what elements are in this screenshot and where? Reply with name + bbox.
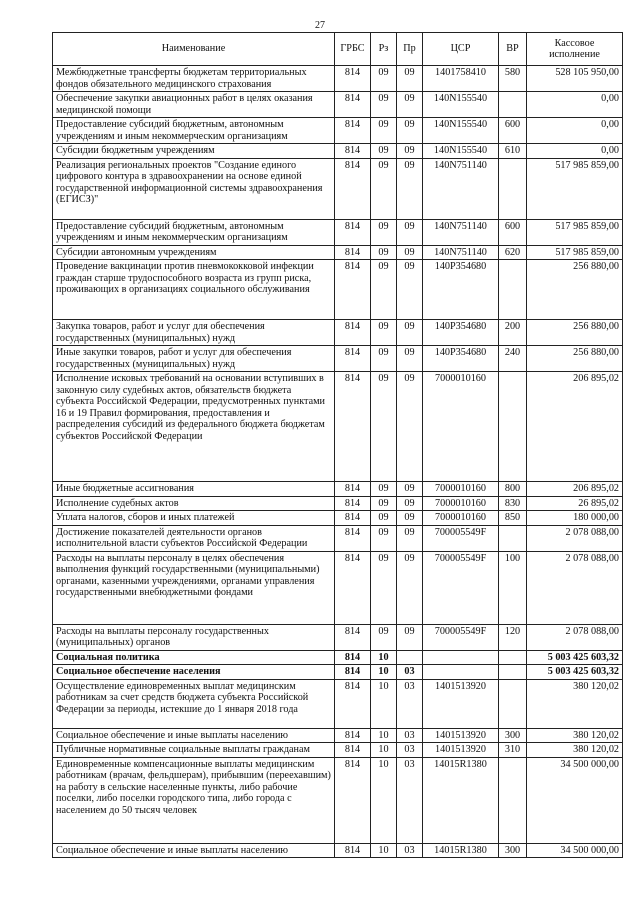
cell-name: Исполнение судебных актов — [53, 496, 335, 511]
cell-vr — [499, 92, 527, 118]
table-row — [53, 624, 623, 650]
cell-grbs: 814 — [335, 728, 371, 743]
cell-rz: 09 — [371, 144, 397, 159]
cell-csr: 7000010160 — [423, 482, 499, 497]
cell-name: Обеспечение закупки авиационных работ в целях оказания медицинской помощи — [53, 92, 335, 118]
cell-amount: 206 895,02 — [527, 482, 623, 497]
cell-pr: 03 — [397, 665, 423, 680]
cell-grbs: 814 — [335, 551, 371, 624]
cell-rz: 10 — [371, 679, 397, 728]
cell-amount: 34 500 000,00 — [527, 757, 623, 843]
cell-pr: 09 — [397, 260, 423, 320]
cell-vr: 830 — [499, 496, 527, 511]
cell-rz: 09 — [371, 496, 397, 511]
cell-grbs: 814 — [335, 665, 371, 680]
table-row — [53, 66, 623, 92]
cell-csr: 14015R1380 — [423, 757, 499, 843]
budget-execution-table — [52, 32, 623, 858]
table-row — [53, 511, 623, 526]
cell-rz: 09 — [371, 525, 397, 551]
table-row — [53, 728, 623, 743]
cell-amount: 5 003 425 603,32 — [527, 650, 623, 665]
cell-rz: 09 — [371, 551, 397, 624]
cell-vr: 850 — [499, 511, 527, 526]
cell-amount: 256 880,00 — [527, 260, 623, 320]
cell-csr: 140N155540 — [423, 118, 499, 144]
cell-rz: 09 — [371, 158, 397, 219]
cell-pr: 09 — [397, 144, 423, 159]
cell-grbs: 814 — [335, 118, 371, 144]
cell-vr — [499, 158, 527, 219]
cell-pr: 03 — [397, 728, 423, 743]
cell-csr: 140N751140 — [423, 158, 499, 219]
cell-rz: 09 — [371, 118, 397, 144]
cell-pr: 09 — [397, 320, 423, 346]
cell-grbs: 814 — [335, 346, 371, 372]
cell-grbs: 814 — [335, 843, 371, 858]
table-row — [53, 92, 623, 118]
table-row — [53, 757, 623, 843]
cell-vr: 600 — [499, 118, 527, 144]
cell-csr: 1401513920 — [423, 679, 499, 728]
cell-amount: 0,00 — [527, 118, 623, 144]
table-row — [53, 245, 623, 260]
cell-csr: 140N155540 — [423, 144, 499, 159]
cell-amount: 5 003 425 603,32 — [527, 665, 623, 680]
cell-rz: 09 — [371, 219, 397, 245]
cell-pr: 09 — [397, 346, 423, 372]
table-row — [53, 158, 623, 219]
cell-pr: 09 — [397, 551, 423, 624]
cell-pr: 09 — [397, 245, 423, 260]
cell-name: Социальное обеспечение и иные выплаты населению — [53, 843, 335, 858]
cell-csr: 140P354680 — [423, 346, 499, 372]
cell-rz: 09 — [371, 320, 397, 346]
cell-rz: 10 — [371, 843, 397, 858]
cell-amount: 517 985 859,00 — [527, 245, 623, 260]
cell-grbs: 814 — [335, 158, 371, 219]
cell-csr: 700005549F — [423, 551, 499, 624]
cell-vr: 610 — [499, 144, 527, 159]
cell-rz: 09 — [371, 260, 397, 320]
cell-name: Социальное обеспечение населения — [53, 665, 335, 680]
cell-amount: 0,00 — [527, 144, 623, 159]
cell-grbs: 814 — [335, 743, 371, 758]
cell-amount: 0,00 — [527, 92, 623, 118]
cell-name: Уплата налогов, сборов и иных платежей — [53, 511, 335, 526]
cell-name: Иные закупки товаров, работ и услуг для обеспечения государственных (муниципальных) нужд — [53, 346, 335, 372]
cell-grbs: 814 — [335, 92, 371, 118]
table-body — [53, 66, 623, 858]
table-row — [53, 843, 623, 858]
cell-name: Межбюджетные трансферты бюджетам территориальных фондов обязательного медицинского страхования — [53, 66, 335, 92]
cell-csr — [423, 665, 499, 680]
cell-vr: 300 — [499, 728, 527, 743]
cell-csr: 700005549F — [423, 525, 499, 551]
cell-rz: 10 — [371, 743, 397, 758]
table-row — [53, 496, 623, 511]
cell-csr: 140P354680 — [423, 320, 499, 346]
cell-name: Иные бюджетные ассигнования — [53, 482, 335, 497]
cell-rz: 09 — [371, 624, 397, 650]
cell-csr — [423, 650, 499, 665]
cell-amount: 256 880,00 — [527, 320, 623, 346]
cell-amount: 380 120,02 — [527, 743, 623, 758]
cell-rz: 09 — [371, 245, 397, 260]
cell-csr: 140N751140 — [423, 219, 499, 245]
cell-pr: 09 — [397, 525, 423, 551]
cell-rz: 09 — [371, 372, 397, 482]
cell-name: Публичные нормативные социальные выплаты гражданам — [53, 743, 335, 758]
cell-pr — [397, 650, 423, 665]
cell-name: Субсидии бюджетным учреждениям — [53, 144, 335, 159]
cell-vr — [499, 757, 527, 843]
header-amount: Кассовое исполнение — [527, 33, 623, 66]
cell-pr: 09 — [397, 219, 423, 245]
header-pr: Пр — [397, 33, 423, 66]
table-row — [53, 118, 623, 144]
cell-grbs: 814 — [335, 245, 371, 260]
header-grbs: ГРБС — [335, 33, 371, 66]
cell-pr: 09 — [397, 482, 423, 497]
table-row — [53, 551, 623, 624]
cell-csr: 1401513920 — [423, 728, 499, 743]
cell-name: Проведение вакцинации против пневмококковой инфекции граждан старше трудоспособного возраста из групп риска, проживающих в организациях социального обслуживания — [53, 260, 335, 320]
cell-vr — [499, 679, 527, 728]
cell-amount: 2 078 088,00 — [527, 525, 623, 551]
table-row — [53, 482, 623, 497]
cell-rz: 09 — [371, 92, 397, 118]
table-row — [53, 679, 623, 728]
cell-pr: 09 — [397, 92, 423, 118]
cell-csr: 140N155540 — [423, 92, 499, 118]
cell-name: Предоставление субсидий бюджетным, автономным учреждениям и иным некоммерческим организациям — [53, 219, 335, 245]
cell-rz: 09 — [371, 482, 397, 497]
cell-grbs: 814 — [335, 511, 371, 526]
cell-rz: 10 — [371, 728, 397, 743]
cell-amount: 256 880,00 — [527, 346, 623, 372]
cell-name: Исполнение исковых требований на основании вступивших в законную силу судебных актов, обязательств бюджета субъекта Российской Федерации, предусмотренных пунктами 16 и 19 Правил формирования, предоставления и распределения субсидий из федерального бюджета бюджетам субъектов Российской Федерации — [53, 372, 335, 482]
cell-name: Предоставление субсидий бюджетным, автономным учреждениям и иным некоммерческим организациям — [53, 118, 335, 144]
cell-grbs: 814 — [335, 219, 371, 245]
table-row — [53, 665, 623, 680]
cell-csr: 140N751140 — [423, 245, 499, 260]
cell-pr: 03 — [397, 757, 423, 843]
cell-vr — [499, 665, 527, 680]
cell-csr: 7000010160 — [423, 496, 499, 511]
cell-rz: 09 — [371, 346, 397, 372]
cell-name: Осуществление единовременных выплат медицинским работникам за счет средств бюджета субъекта Российской Федерации за периоды, истекшие до 1 января 2018 года — [53, 679, 335, 728]
cell-amount: 380 120,02 — [527, 728, 623, 743]
cell-pr: 09 — [397, 158, 423, 219]
cell-amount: 206 895,02 — [527, 372, 623, 482]
table-row — [53, 525, 623, 551]
cell-grbs: 814 — [335, 144, 371, 159]
page-number: 27 — [315, 20, 325, 31]
cell-name: Субсидии автономным учреждениям — [53, 245, 335, 260]
cell-amount: 180 000,00 — [527, 511, 623, 526]
cell-vr: 800 — [499, 482, 527, 497]
cell-vr — [499, 650, 527, 665]
cell-grbs: 814 — [335, 496, 371, 511]
cell-amount: 2 078 088,00 — [527, 624, 623, 650]
table-row — [53, 650, 623, 665]
cell-vr — [499, 372, 527, 482]
header-vr: ВР — [499, 33, 527, 66]
cell-pr: 09 — [397, 372, 423, 482]
cell-name: Социальная политика — [53, 650, 335, 665]
table-row — [53, 320, 623, 346]
cell-name: Реализация региональных проектов "Создание единого цифрового контура в здравоохранении на основе единой государственной информационной системы здравоохранения (ЕГИСЗ)" — [53, 158, 335, 219]
cell-amount: 34 500 000,00 — [527, 843, 623, 858]
cell-pr: 09 — [397, 624, 423, 650]
cell-vr: 580 — [499, 66, 527, 92]
cell-csr: 7000010160 — [423, 511, 499, 526]
cell-csr: 700005549F — [423, 624, 499, 650]
cell-pr: 09 — [397, 118, 423, 144]
cell-pr: 03 — [397, 743, 423, 758]
cell-rz: 10 — [371, 650, 397, 665]
table-row — [53, 372, 623, 482]
cell-vr — [499, 260, 527, 320]
table-row — [53, 260, 623, 320]
header-rz: Рз — [371, 33, 397, 66]
cell-vr: 120 — [499, 624, 527, 650]
cell-amount: 2 078 088,00 — [527, 551, 623, 624]
cell-csr: 1401758410 — [423, 66, 499, 92]
cell-name: Расходы на выплаты персоналу государственных (муниципальных) органов — [53, 624, 335, 650]
table-row — [53, 346, 623, 372]
cell-grbs: 814 — [335, 482, 371, 497]
cell-csr: 7000010160 — [423, 372, 499, 482]
cell-name: Единовременные компенсационные выплаты медицинским работникам (врачам, фельдшерам), прибывшим (переехавшим) на работу в сельские населенные пункты, либо рабочие поселки, либо поселки городского типа, либо города с населением до 50 тысяч человек — [53, 757, 335, 843]
table-header-row — [53, 33, 623, 66]
cell-amount: 517 985 859,00 — [527, 219, 623, 245]
cell-amount: 517 985 859,00 — [527, 158, 623, 219]
cell-grbs: 814 — [335, 372, 371, 482]
cell-grbs: 814 — [335, 525, 371, 551]
cell-amount: 26 895,02 — [527, 496, 623, 511]
cell-rz: 10 — [371, 665, 397, 680]
cell-rz: 10 — [371, 757, 397, 843]
cell-vr: 300 — [499, 843, 527, 858]
table-row — [53, 144, 623, 159]
cell-vr: 620 — [499, 245, 527, 260]
table-row — [53, 743, 623, 758]
cell-pr: 09 — [397, 66, 423, 92]
cell-rz: 09 — [371, 511, 397, 526]
cell-grbs: 814 — [335, 320, 371, 346]
cell-vr: 100 — [499, 551, 527, 624]
header-name: Наименование — [53, 33, 335, 66]
cell-grbs: 814 — [335, 624, 371, 650]
header-csr: ЦСР — [423, 33, 499, 66]
cell-rz: 09 — [371, 66, 397, 92]
cell-name: Социальное обеспечение и иные выплаты населению — [53, 728, 335, 743]
cell-vr — [499, 525, 527, 551]
cell-vr: 240 — [499, 346, 527, 372]
cell-vr: 200 — [499, 320, 527, 346]
cell-grbs: 814 — [335, 66, 371, 92]
cell-grbs: 814 — [335, 260, 371, 320]
cell-csr: 1401513920 — [423, 743, 499, 758]
cell-vr: 600 — [499, 219, 527, 245]
cell-vr: 310 — [499, 743, 527, 758]
cell-pr: 09 — [397, 511, 423, 526]
cell-grbs: 814 — [335, 650, 371, 665]
table-row — [53, 219, 623, 245]
cell-name: Расходы на выплаты персоналу в целях обеспечения выполнения функций государственными (муниципальными) органами, казенными учреждениями, органами управления государственными внебюджетными фондами — [53, 551, 335, 624]
cell-name: Закупка товаров, работ и услуг для обеспечения государственных (муниципальных) нужд — [53, 320, 335, 346]
cell-pr: 03 — [397, 679, 423, 728]
cell-csr: 140P354680 — [423, 260, 499, 320]
cell-amount: 528 105 950,00 — [527, 66, 623, 92]
cell-grbs: 814 — [335, 757, 371, 843]
cell-name: Достижение показателей деятельности органов исполнительной власти субъектов Российской Федерации — [53, 525, 335, 551]
cell-csr: 14015R1380 — [423, 843, 499, 858]
cell-pr: 09 — [397, 496, 423, 511]
cell-amount: 380 120,02 — [527, 679, 623, 728]
cell-pr: 03 — [397, 843, 423, 858]
cell-grbs: 814 — [335, 679, 371, 728]
